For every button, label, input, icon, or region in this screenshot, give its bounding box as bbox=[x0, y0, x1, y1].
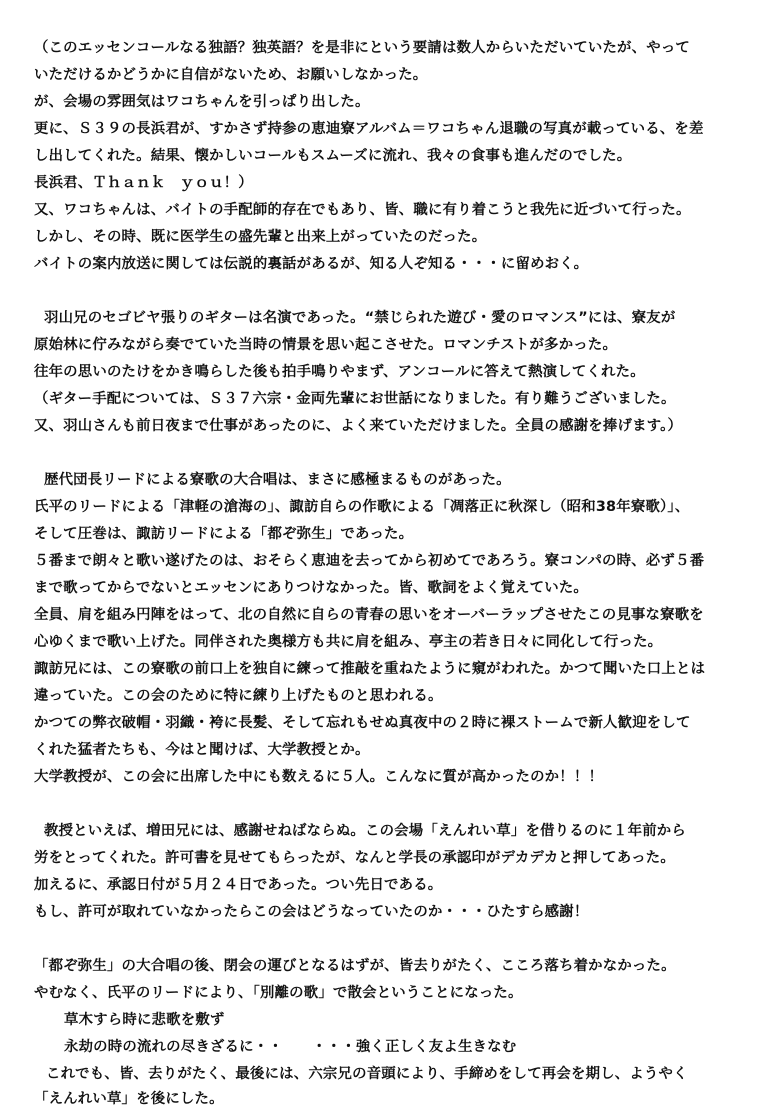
text-line: そして圧巻は、諏訪リードによる「都ぞ弥生」であった。 bbox=[34, 526, 414, 542]
text-line: 又、ワコちゃんは、バイトの手配師的存在でもあり、皆、職に有り着こうと我先に近づいて行った。 bbox=[34, 202, 691, 218]
text-line: 歴代団長リードによる寮歌の大合唱は、まさに感極まるものがあった。 bbox=[44, 472, 511, 488]
poem-line: 草木すら時に悲歌を敷ず bbox=[64, 1012, 225, 1028]
text-line: いただけるかどうかに自信がないため、お願いしなかった。 bbox=[34, 67, 428, 83]
text-line: これでも、皆、去りがたく、最後には、六宗兄の音頭により、手締めをして再会を期し、ようやく bbox=[46, 1066, 688, 1082]
text-line: （このエッセンコールなる独語？独英語？を是非にという要請は数人からいただいていたが、やって bbox=[34, 40, 691, 56]
text-line: 更に、Ｓ３９の長浜君が、すかさず持参の恵迪寮アルバム＝ワコちゃん退職の写真が載っている、を差 bbox=[34, 121, 704, 137]
text-line: 「都ぞ弥生」の大合唱の後、閉会の運びとなるはずが、皆去りがたく、こころ落ち着かなかった。 bbox=[34, 958, 676, 974]
text-line: し出してくれた。結果、懐かしいコールもスムーズに流れ、我々の食事も進んだのでした。 bbox=[34, 148, 632, 164]
text-line: 違っていた。この会のために特に練り上げたものと思われる。 bbox=[34, 688, 443, 704]
text-line: もし、許可が取れていなかったらこの会はどうなっていたのか・・・ひたすら感謝！ bbox=[34, 904, 589, 920]
text-line: 長浜君、Ｔｈａｎｋ ｙｏｕ！） bbox=[34, 175, 253, 191]
text-line: （ギター手配については、Ｓ３７六宗・金両先輩にお世話になりました。有り難うございました。 bbox=[34, 391, 676, 407]
text-line: 「えんれい草」を後にした。 bbox=[34, 1091, 224, 1107]
text-line: 原始林に佇みながら奏でていた当時の情景を思い起こさせた。ロマンチストが多かった。 bbox=[34, 337, 618, 353]
text-line: 教授といえば、増田兄には、感謝せねばならぬ。この会場「えんれい草」を借りるのに１年前から bbox=[44, 823, 686, 839]
text-line: 氏平のリードによる「津軽の滄海の」、諏訪自らの作歌による「凋落正に秋深し（昭和38年寮歌）」、 bbox=[34, 499, 690, 515]
text-line: 大学教授が、この会に出席した中にも数えるに５人。こんなに質が高かったのか！！！ bbox=[34, 769, 604, 785]
text-line: 加えるに、承認日付が５月２４日であった。つい先日である。 bbox=[34, 877, 443, 893]
text-line: まで歌ってからでないとエッセンにありつけなかった。皆、歌詞をよく覚えていた。 bbox=[34, 580, 589, 596]
text-line: しかし、その時、既に医学生の盛先輩と出来上がっていたのだった。 bbox=[34, 229, 487, 245]
text-line: ５番まで朗々と歌い遂げたのは、おそらく恵迪を去ってから初めてであろう。寮コンパの時、必ず５番 bbox=[34, 553, 705, 569]
text-line: かつての弊衣破帽・羽織・袴に長髪、そして忘れもせぬ真夜中の２時に裸ストームで新人歓迎をして bbox=[34, 715, 691, 731]
text-line: 往年の思いのたけをかき鳴らした後も拍手鳴りやまず、アンコールに答えて熱演してくれた。 bbox=[34, 364, 645, 380]
text-line: 心ゆくまで歌い上げた。同伴された奥様方も共に肩を組み、亭主の若き日々に同化して行った。 bbox=[34, 634, 663, 650]
text-line: 羽山兄のセゴビヤ張りのギターは名演であった。“禁じられた遊び・愛のロマンス”には、寮友が bbox=[44, 310, 676, 326]
text-line: バイトの案内放送に関しては伝説的裏話があるが、知る人ぞ知る・・・に留めおく。 bbox=[34, 256, 589, 272]
poem-line: 永劫の時の流れの尽きざるに・・ ・・・強く正しく友よ生きなむ bbox=[64, 1039, 517, 1055]
text-line: くれた猛者たちも、今はと聞けば、大学教授とか。 bbox=[34, 742, 370, 758]
text-line: 全員、肩を組み円陣をはって、北の自然に自らの青春の思いをオーバーラップさせたこの見事な寮歌を bbox=[34, 607, 704, 623]
text-line: やむなく、氏平のリードにより、「別離の歌」で散会ということになった。 bbox=[34, 985, 523, 1001]
text-line: が、会場の雰囲気はワコちゃんを引っぱり出した。 bbox=[34, 94, 370, 110]
text-line: 労をとってくれた。許可書を見せてもらったが、なんと学長の承認印がデカデカと押してあった。 bbox=[34, 850, 675, 866]
text-line: 諏訪兄には、この寮歌の前口上を独自に練って推敲を重ねたように窺がわれた。かつて聞いた口上とは bbox=[34, 661, 706, 677]
text-line: 又、羽山さんも前日夜まで仕事があったのに、よく来ていただけました。全員の感謝を捧げます。） bbox=[34, 418, 683, 434]
